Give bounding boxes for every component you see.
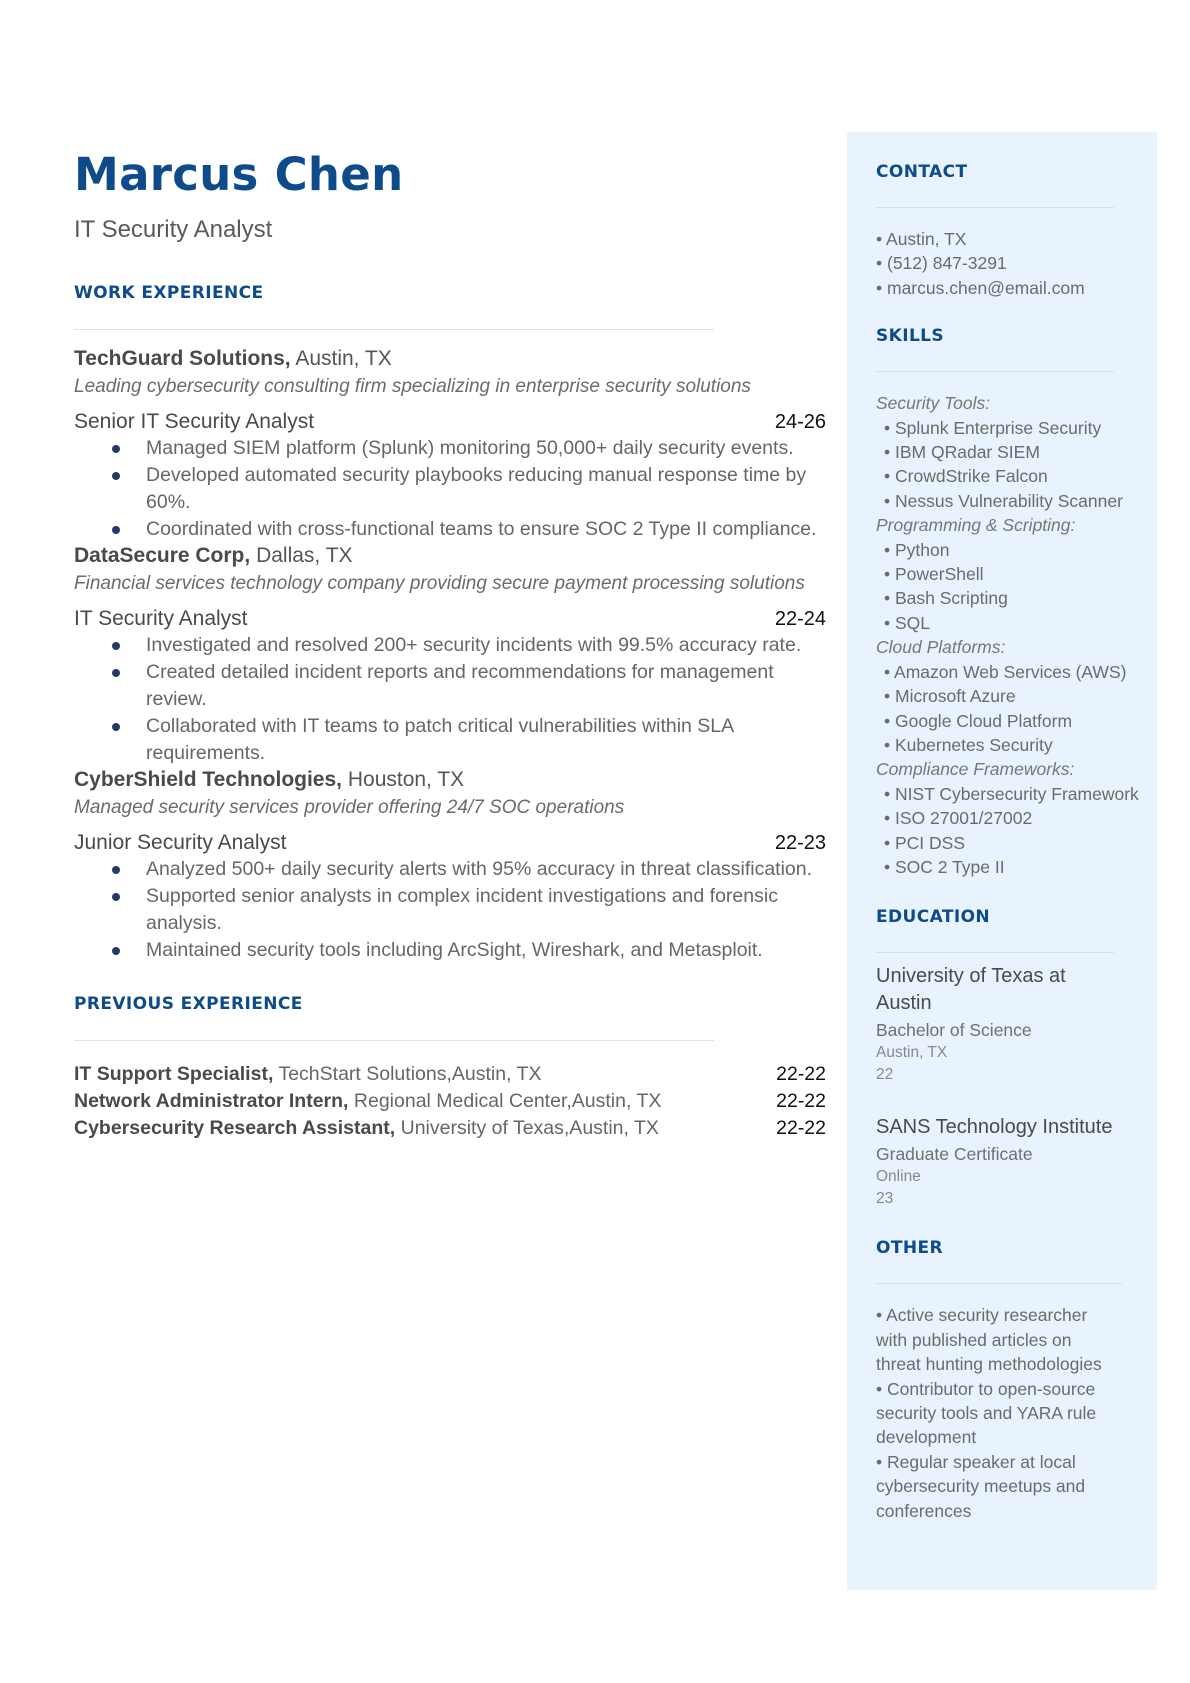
previous-role-dates: 22-22 (776, 1090, 826, 1113)
section-divider (876, 207, 1114, 208)
section-heading-contact: CONTACT (876, 162, 968, 182)
section-divider (74, 1040, 714, 1041)
company-name: CyberShield Technologies, (74, 768, 342, 792)
skill-item: • ISO 27001/27002 (884, 808, 1033, 829)
contact-email: • marcus.chen@email.com (876, 277, 1085, 298)
skill-item-text: NIST Cybersecurity Framework (895, 783, 1139, 804)
skill-item: • Kubernetes Security (884, 734, 1053, 755)
graduation-year: 22 (876, 1066, 894, 1084)
skill-item-text: Microsoft Azure (895, 686, 1016, 707)
skill-item: • Amazon Web Services (AWS) (884, 661, 1127, 682)
previous-role-title: IT Support Specialist, (74, 1063, 274, 1086)
job-title: Senior IT Security Analyst (74, 410, 315, 434)
skill-item: • NIST Cybersecurity Framework (884, 783, 1139, 804)
job-dates: 22-23 (774, 832, 826, 855)
company-description: Financial services technology company providing secure payment processing solutions (74, 573, 805, 595)
previous-role-dates: 22-22 (776, 1063, 826, 1086)
education-entry (876, 1114, 1136, 1210)
section-divider (876, 371, 1114, 372)
job-dates: 24-26 (774, 411, 826, 434)
school-name: SANS Technology Institute (876, 1116, 1113, 1139)
job-entry (74, 543, 826, 767)
job-title: IT Security Analyst (74, 607, 248, 631)
company-line (74, 346, 826, 372)
skill-item-text: Google Cloud Platform (895, 710, 1073, 731)
section-heading-work-experience: WORK EXPERIENCE (74, 283, 264, 304)
job-bullet: Investigated and resolved 200+ security incidents with 99.5% accuracy rate. (112, 632, 826, 659)
skill-item-text: PCI DSS (895, 832, 966, 853)
company-location: Houston, TX (347, 768, 465, 792)
skill-category: Compliance Frameworks: (876, 759, 1075, 780)
skill-item-text: Splunk Enterprise Security (895, 417, 1102, 438)
previous-role-title: Network Administrator Intern, (74, 1090, 349, 1113)
school-location: Austin, TX (876, 1044, 948, 1062)
education-entry (876, 963, 1116, 1086)
job-title-row (74, 606, 826, 632)
job-bullet: Collaborated with IT teams to patch critical vulnerabilities within SLA requirements. (112, 713, 826, 767)
skill-item: • PowerShell (884, 564, 984, 585)
skill-item-text: Amazon Web Services (AWS) (894, 661, 1127, 682)
section-divider (876, 1283, 1122, 1284)
contact-email-text: marcus.chen@email.com (887, 277, 1085, 298)
previous-role-org: TechStart Solutions,Austin, TX (278, 1063, 542, 1086)
degree: Bachelor of Science (876, 1020, 1032, 1041)
company-description: Managed security services provider offering 24/7 SOC operations (74, 797, 625, 819)
job-title-row (74, 830, 826, 856)
job-bullet: Supported senior analysts in complex incident investigations and forensic analysis. (112, 883, 826, 937)
section-heading-other: OTHER (876, 1238, 943, 1259)
skill-category: Programming & Scripting: (876, 515, 1076, 536)
job-bullets (112, 856, 826, 964)
previous-experience-section (74, 994, 826, 1142)
other-list (876, 1303, 1121, 1523)
contact-list (876, 227, 1157, 300)
contact-location-text: Austin, TX (886, 229, 967, 249)
company-name: DataSecure Corp, (74, 544, 251, 568)
sidebar (847, 132, 1157, 1590)
work-experience-section (74, 283, 826, 964)
job-entry (74, 346, 826, 543)
skills-list (876, 391, 1157, 879)
school-name: University of Texas at Austin (876, 965, 1066, 1015)
skill-item-text: Bash Scripting (895, 588, 1008, 609)
skill-item-text: SOC 2 Type II (895, 856, 1005, 877)
skill-item-text: SQL (895, 612, 931, 633)
skill-item-text: IBM QRadar SIEM (895, 442, 1040, 463)
degree: Graduate Certificate (876, 1144, 1033, 1165)
skill-item: • Splunk Enterprise Security (884, 417, 1102, 438)
skill-item: • Microsoft Azure (884, 686, 1016, 707)
company-line (74, 543, 826, 569)
other-item-text: Regular speaker at local cybersecurity meetups and conferences (876, 1451, 1086, 1521)
job-bullet: Managed SIEM platform (Splunk) monitoring 50,000+ daily security events. (112, 435, 826, 462)
candidate-title: IT Security Analyst (74, 216, 273, 243)
job-title: Junior Security Analyst (74, 831, 287, 855)
section-heading-previous-experience: PREVIOUS EXPERIENCE (74, 994, 303, 1015)
other-item: • Contributor to open-source security tools and YARA rule development (876, 1378, 1097, 1448)
job-bullet: Developed automated security playbooks reducing manual response time by 60%. (112, 462, 826, 516)
skill-item: • SOC 2 Type II (884, 856, 1005, 877)
previous-role-org: Regional Medical Center,Austin, TX (353, 1090, 662, 1113)
section-heading-skills: SKILLS (876, 326, 945, 347)
job-bullet: Coordinated with cross-functional teams to ensure SOC 2 Type II compliance. (112, 516, 826, 543)
skill-item: • Google Cloud Platform (884, 710, 1073, 731)
job-bullets (112, 632, 826, 767)
other-item-text: Active security researcher with published articles on threat hunting methodologies (876, 1305, 1102, 1375)
previous-role (74, 1088, 826, 1115)
company-description: Leading cybersecurity consulting firm specializing in enterprise security solutions (74, 376, 751, 398)
previous-role-dates: 22-22 (776, 1117, 826, 1140)
section-divider (74, 329, 714, 330)
job-bullet: Created detailed incident reports and recommendations for management review. (112, 659, 826, 713)
contact-location: • Austin, TX (876, 229, 967, 249)
previous-role-title: Cybersecurity Research Assistant, (74, 1117, 396, 1140)
skill-item: • SQL (884, 612, 931, 633)
skill-item-text: ISO 27001/27002 (895, 808, 1033, 829)
skill-item: • Python (884, 539, 950, 560)
job-title-row (74, 409, 826, 435)
skill-item-text: CrowdStrike Falcon (895, 466, 1048, 487)
skill-item-text: Kubernetes Security (895, 734, 1053, 755)
job-bullet: Maintained security tools including ArcSight, Wireshark, and Metasploit. (112, 937, 826, 964)
skill-item: • Nessus Vulnerability Scanner (884, 490, 1123, 511)
other-item: • Active security researcher with published articles on threat hunting methodologies (876, 1305, 1102, 1375)
other-item-text: Contributor to open-source security tools and YARA rule development (876, 1378, 1097, 1448)
skill-item: • PCI DSS (884, 832, 966, 853)
company-line (74, 767, 826, 793)
school-location: Online (876, 1168, 921, 1186)
contact-phone-text: (512) 847-3291 (887, 253, 1007, 274)
job-dates: 22-24 (774, 608, 826, 631)
skill-item: • CrowdStrike Falcon (884, 466, 1048, 487)
skill-item-text: Python (895, 539, 950, 560)
skill-item-text: Nessus Vulnerability Scanner (895, 490, 1123, 511)
main-column (74, 148, 826, 1142)
job-bullets (112, 435, 826, 543)
skill-category: Cloud Platforms: (876, 637, 1006, 658)
section-divider (876, 952, 1114, 953)
candidate-name: Marcus Chen (74, 148, 404, 201)
company-location: Austin, TX (295, 347, 392, 371)
previous-role (74, 1115, 826, 1142)
skill-category: Security Tools: (876, 393, 991, 414)
skill-item: • Bash Scripting (884, 588, 1008, 609)
skill-item: • IBM QRadar SIEM (884, 442, 1040, 463)
other-item: • Regular speaker at local cybersecurity meetups and conferences (876, 1451, 1086, 1521)
contact-phone: • (512) 847-3291 (876, 253, 1007, 274)
job-bullet: Analyzed 500+ daily security alerts with 95% accuracy in threat classification. (112, 856, 826, 883)
company-name: TechGuard Solutions, (74, 347, 291, 371)
company-location: Dallas, TX (256, 544, 353, 568)
graduation-year: 23 (876, 1190, 894, 1208)
previous-role-org: University of Texas,Austin, TX (400, 1117, 659, 1140)
section-heading-education: EDUCATION (876, 907, 991, 928)
job-entry (74, 767, 826, 964)
previous-role (74, 1061, 826, 1088)
skill-item-text: PowerShell (895, 564, 984, 585)
